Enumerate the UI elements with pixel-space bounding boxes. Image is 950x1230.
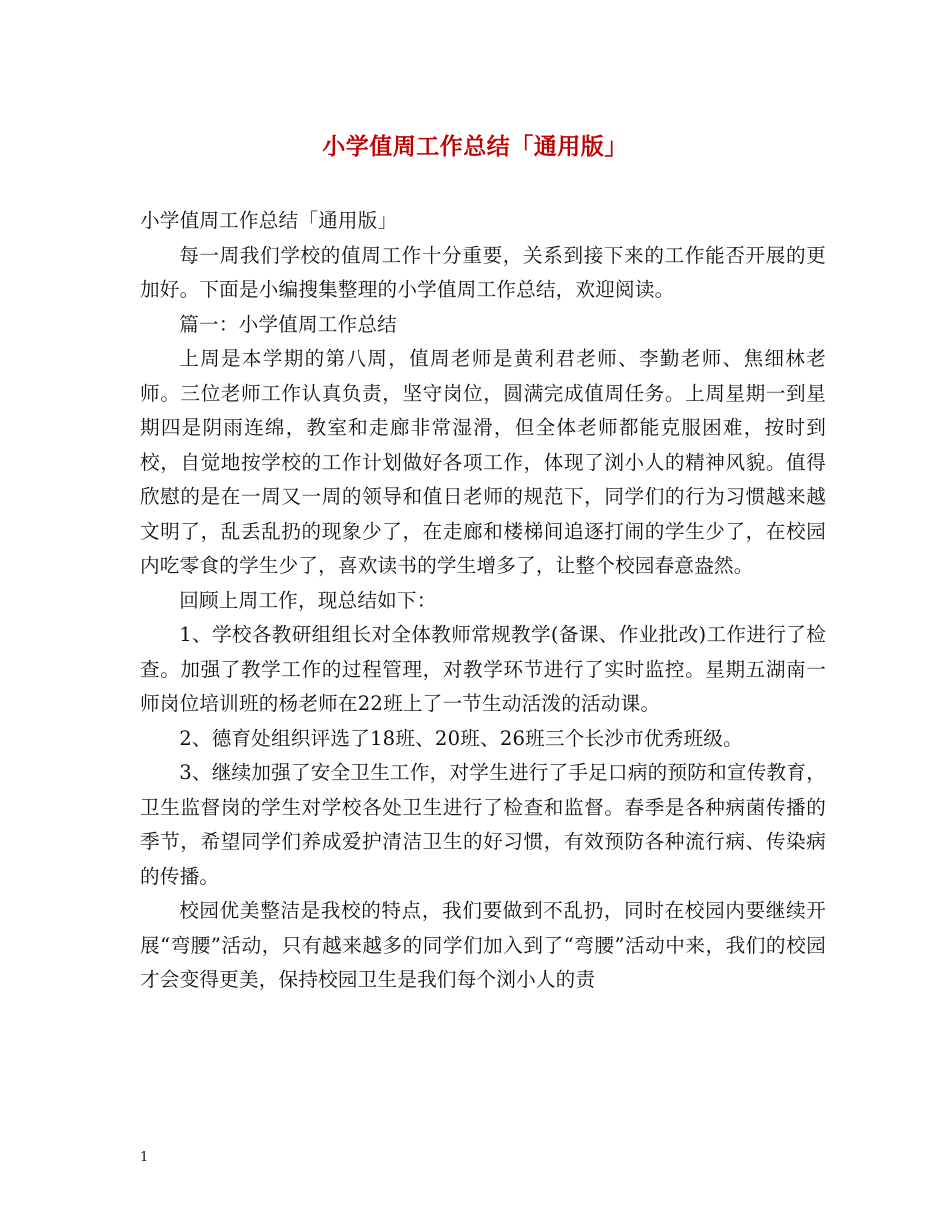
paragraph-week-summary: 上周是本学期的第八周，值周老师是黄利君老师、李勤老师、焦细林老师。三位老师工作认真负责，坚守岗位，圆满完成值周任务。上周星期一到星期四是阴雨连绵，教室和走廊非常湿滑，但全体老师都能克服困难，按时到校，自觉地按学校的工作计划做好各项工作，体现了浏小人的精神风貌。值得欣慰的是在一周又一周的领导和值日老师的规范下，同学们的行为习惯越来越文明了，乱丢乱扔的现象少了，在走廊和楼梯间追逐打闹的学生少了，在校园内吃零食的学生少了，喜欢读书的学生增多了，让整个校园春意盎然。: [140, 347, 826, 577]
paragraph-item-1: 1、学校各教研组组长对全体教师常规教学(备课、作业批改)工作进行了检查。加强了教学工作的过程管理，对教学环节进行了实时监控。星期五湖南一师岗位培训班的杨老师在22班上了一节生动活泼的活动课。: [140, 623, 826, 715]
page-number: 1: [140, 1150, 149, 1165]
paragraph-section-heading: 篇一：小学值周工作总结: [179, 312, 397, 336]
document-body: [140, 204, 826, 998]
paragraph-review-heading: 回顾上周工作，现总结如下：: [179, 588, 437, 612]
paragraph-intro: 每一周我们学校的值周工作十分重要，关系到接下来的工作能否开展的更加好。下面是小编搜集整理的小学值周工作总结，欢迎阅读。: [140, 243, 826, 301]
paragraph-item-3: 3、继续加强了安全卫生工作，对学生进行了手足口病的预防和宣传教育，卫生监督岗的学生对学校各处卫生进行了检查和监督。春季是各种病菌传播的季节，希望同学们养成爱护清洁卫生的好习惯，有效预防各种流行病、传染病的传播。: [140, 761, 826, 888]
paragraph-subtitle: 小学值周工作总结「通用版」: [140, 209, 398, 232]
paragraph-item-2: 2、德育处组织评选了18班、20班、26班三个长沙市优秀班级。: [179, 726, 743, 750]
document-title: 小学值周工作总结「通用版」: [322, 133, 628, 160]
paragraph-campus: 校园优美整洁是我校的特点，我们要做到不乱扔，同时在校园内要继续开展“弯腰”活动，只有越来越多的同学们加入到了“弯腰”活动中来，我们的校园才会变得更美，保持校园卫生是我们每个浏小人的责: [140, 899, 826, 991]
